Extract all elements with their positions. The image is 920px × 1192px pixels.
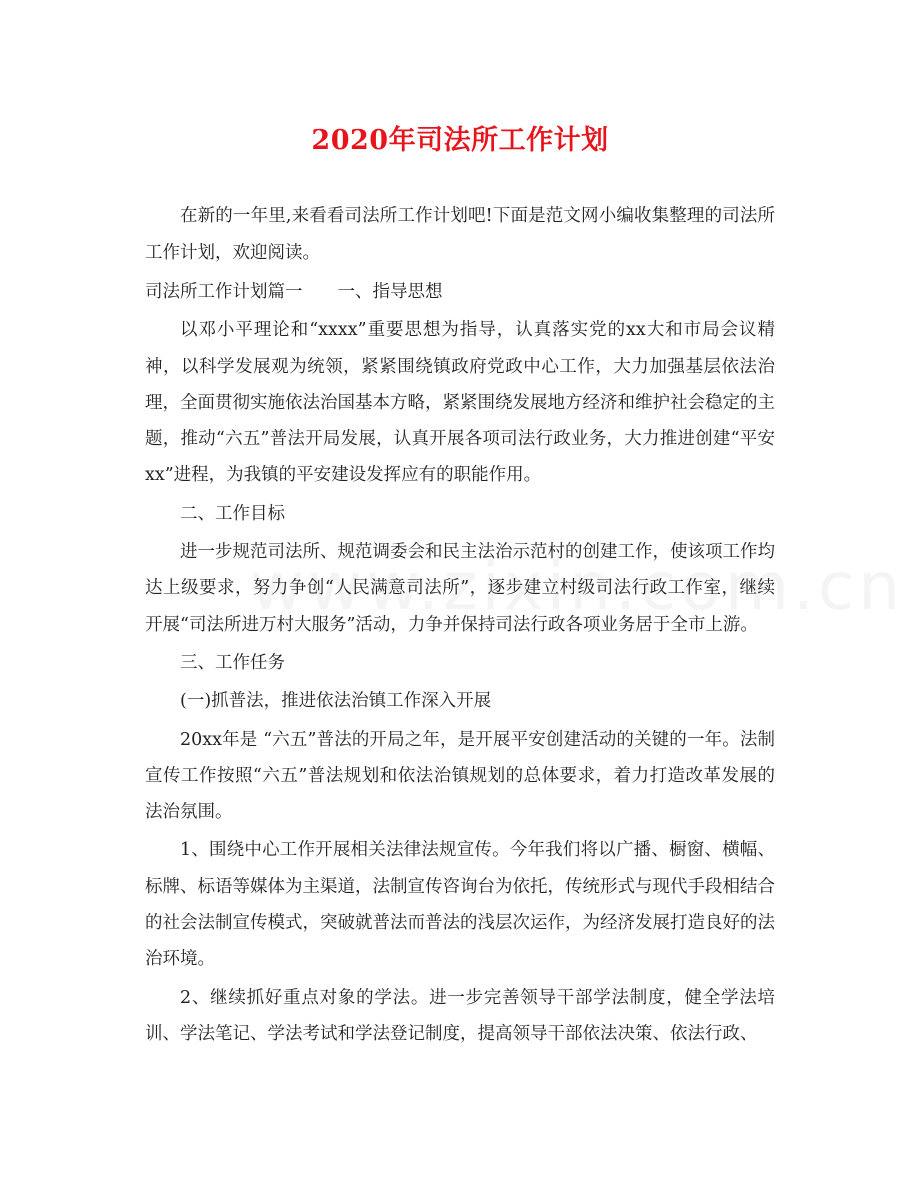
paragraph-work-goals: 进一步规范司法所、规范调委会和民主法治示范村的创建工作，使该项工作均达上级要求，努力争创“人民满意司法所”，逐步建立村级司法行政工作室，继续开展“司法所进万村大服务”活动，力争并保持司法行政各项业务居于全市上游。 (145, 542, 775, 635)
paragraph-intro: 在新的一年里,来看看司法所工作计划吧!下面是范文网小编收集整理的司法所工作计划，欢迎阅读。 (145, 206, 775, 263)
paragraph-guiding-thought: 以邓小平理论和“xxxx”重要思想为指导，认真落实党的xx大和市局会议精神，以科学发展观为统领，紧紧围绕镇政府党政中心工作，大力加强基层依法治理，全面贯彻实施依法治国基本方略，紧紧围绕发展地方经济和维护社会稳定的主题，推动“六五”普法开局发展，认真开展各项司法行政业务，大力推进创建“平安xx”进程，为我镇的平安建设发挥应有的职能作用。 (145, 320, 775, 486)
paragraph-legal-education: 20xx年是 “六五”普法的开局之年，是开展平安创建活动的关键的一年。法制宣传工作按照“六五”普法规划和依法治镇规划的总体要求，着力打造改革发展的法治氛围。 (145, 729, 775, 823)
section-heading-work-tasks: 三、工作任务 (180, 652, 285, 673)
document-body (145, 198, 775, 1052)
paragraph-task-2: 2、继续抓好重点对象的学法。进一步完善领导干部学法制度，健全学法培训、学法笔记、学法考试和学法登记制度，提高领导干部依法决策、依法行政、 (145, 987, 775, 1044)
section-heading-guiding-thought: 司法所工作计划篇一 一、指导思想 (145, 282, 443, 302)
subsection-heading-legal-education: (一)抓普法，推进依法治镇工作深入开展 (180, 691, 492, 712)
section-heading-work-goals: 二、工作目标 (180, 503, 285, 524)
paragraph-task-1: 1、围绕中心工作开展相关法律法规宣传。今年我们将以广播、橱窗、横幅、标牌、标语等媒体为主渠道，法制宣传咨询台为依托，传统形式与现代手段相结合的社会法制宣传模式，突破就普法而普法的浅层次运作，为经济发展打造良好的法治环境。 (145, 840, 775, 970)
document-title: 2020年司法所工作计划 (311, 125, 609, 156)
